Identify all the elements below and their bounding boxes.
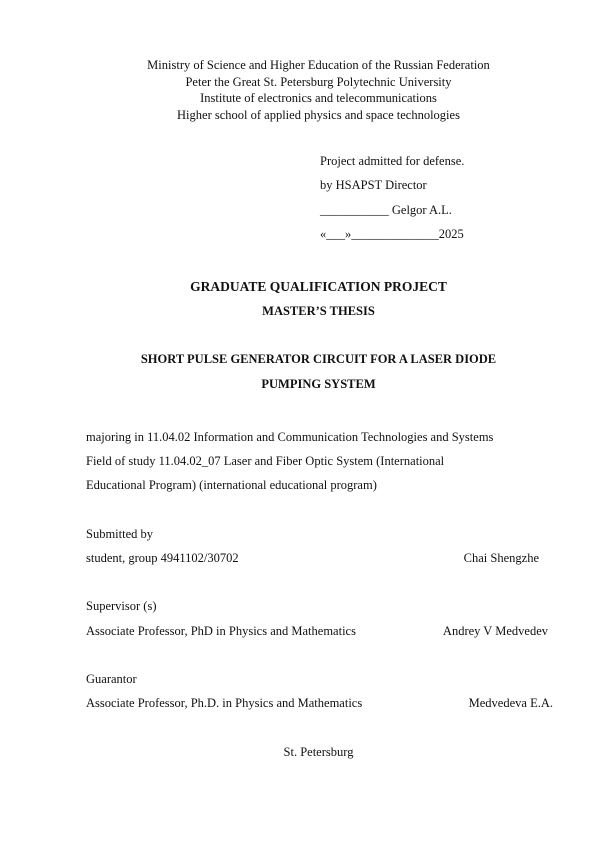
supervisor-heading: Supervisor (s) — [86, 599, 157, 613]
institution-header — [0, 57, 595, 123]
ministry-line: Ministry of Science and Higher Education of the Russian Federation — [147, 58, 490, 72]
majoring-line-3: Educational Program) (international educational program) — [86, 478, 377, 492]
guarantor-role: Associate Professor, Ph.D. in Physics and Mathematics — [86, 696, 363, 710]
submitted-role: student, group 4941102/30702 — [86, 551, 239, 565]
topic-line-2: PUMPING SYSTEM — [261, 377, 376, 391]
institute-line: Institute of electronics and telecommunications — [200, 91, 437, 105]
supervisor-role: Associate Professor, PhD in Physics and Mathematics — [86, 624, 356, 638]
majoring-line-1: majoring in 11.04.02 Information and Communication Technologies and Systems — [86, 430, 494, 444]
student-name: Chai Shengzhe — [463, 551, 539, 565]
thesis-type-heading: MASTER’S THESIS — [262, 304, 375, 318]
topic-line-1: SHORT PULSE GENERATOR CIRCUIT FOR A LASER DIODE — [140, 352, 497, 366]
guarantor-name: Medvedeva E.A. — [468, 696, 553, 710]
project-type-heading: GRADUATE QUALIFICATION PROJECT — [190, 279, 447, 294]
submitted-heading: Submitted by — [86, 527, 154, 541]
admission-line-1: Project admitted for defense. — [320, 154, 465, 168]
admission-signature-line: ___________ Gelgor A.L. — [320, 203, 452, 217]
admission-line-2: by HSAPST Director — [320, 178, 427, 192]
guarantor-heading: Guarantor — [86, 672, 137, 686]
city-footer: St. Petersburg — [283, 745, 354, 759]
school-line: Higher school of applied physics and space technologies — [177, 107, 460, 122]
university-line: Peter the Great St. Petersburg Polytechnic University — [185, 74, 452, 89]
admission-date-line: «___»______________2025 — [320, 227, 464, 241]
supervisor-name: Andrey V Medvedev — [442, 624, 548, 638]
majoring-line-2: Field of study 11.04.02_07 Laser and Fiber Optic System (International — [86, 454, 445, 468]
